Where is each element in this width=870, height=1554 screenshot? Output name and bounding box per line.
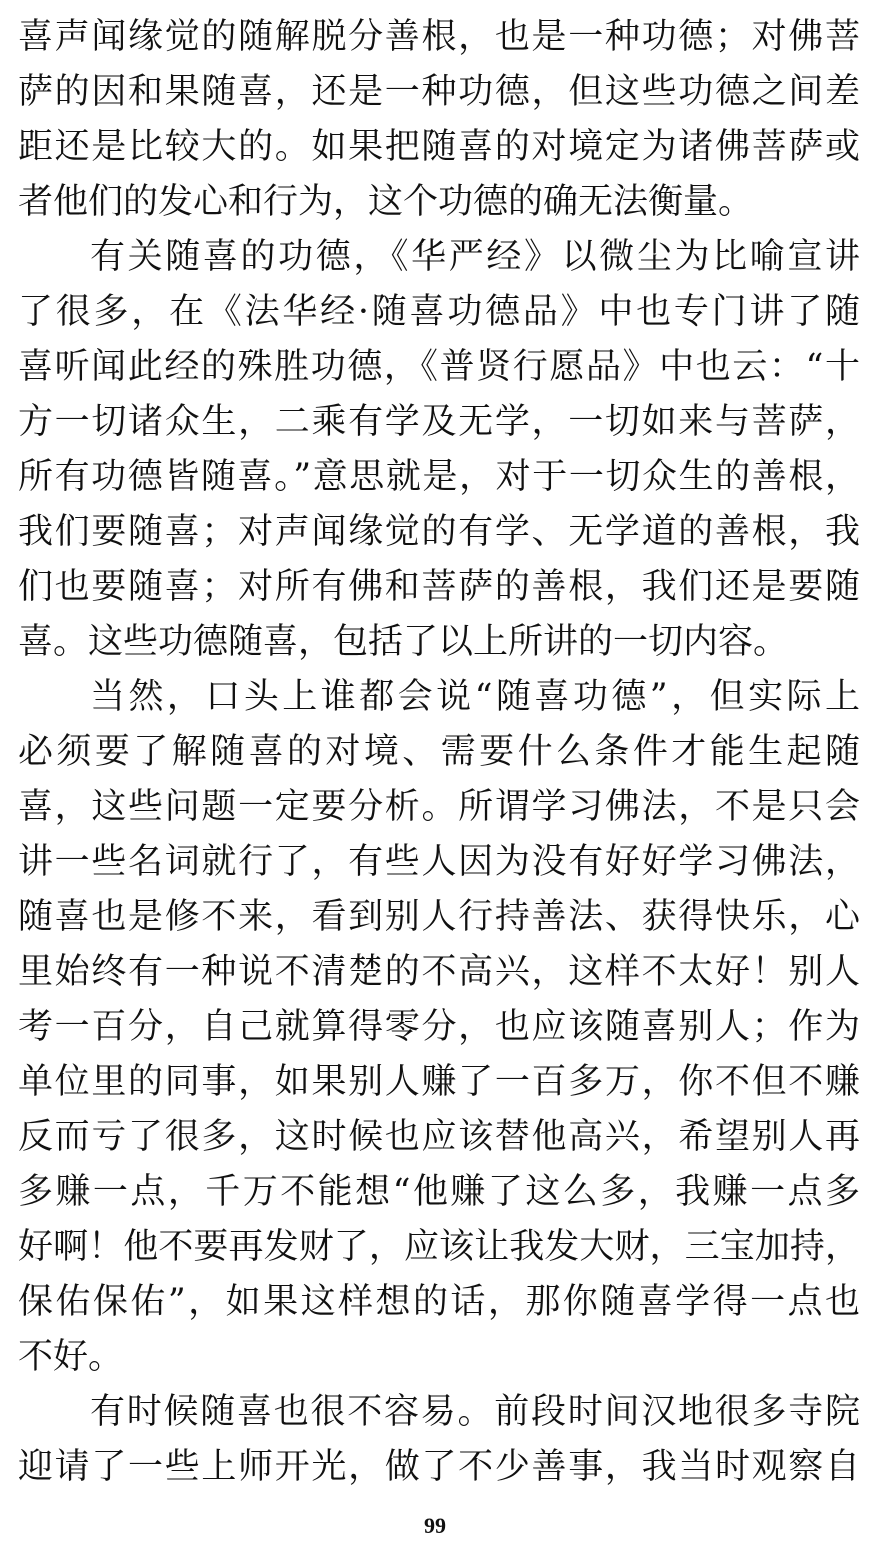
text-line: 保佑保佑”，如果这样想的话，那你随喜学得一点也 <box>18 1282 860 1322</box>
text-line: 有时候随喜也很不容易。前段时间汉地很多寺院 <box>90 1392 860 1432</box>
text-line: 迎请了一些上师开光，做了不少善事，我当时观察自 <box>18 1447 860 1487</box>
text-line: 当然，口头上谁都会说“随喜功德”，但实际上 <box>90 677 860 717</box>
text-line: 萨的因和果随喜，还是一种功德，但这些功德之间差 <box>18 72 860 112</box>
text-line: 不好。 <box>18 1337 124 1377</box>
text-line: 了很多，在《法华经·随喜功德品》中也专门讲了随 <box>18 292 860 332</box>
text-line: 喜听闻此经的殊胜功德，《普贤行愿品》中也云：“十 <box>18 347 860 387</box>
text-line: 喜。这些功德随喜，包括了以上所讲的一切内容。 <box>18 622 789 662</box>
text-line: 喜声闻缘觉的随解脱分善根，也是一种功德；对佛菩 <box>18 17 860 57</box>
text-line: 必须要了解随喜的对境、需要什么条件才能生起随 <box>18 732 860 772</box>
text-line: 喜，这些问题一定要分析。所谓学习佛法，不是只会 <box>18 787 860 827</box>
text-line: 所有功德皆随喜。”意思就是，对于一切众生的善根， <box>18 457 860 497</box>
text-line: 距还是比较大的。如果把随喜的对境定为诸佛菩萨或 <box>18 127 860 167</box>
text-line: 讲一些名词就行了，有些人因为没有好好学习佛法， <box>18 842 860 882</box>
text-line: 单位里的同事，如果别人赚了一百多万，你不但不赚 <box>18 1062 860 1102</box>
text-line: 随喜也是修不来，看到别人行持善法、获得快乐，心 <box>18 897 860 937</box>
text-line: 反而亏了很多，这时候也应该替他高兴，希望别人再 <box>18 1117 860 1157</box>
page-number: 99 <box>424 1513 446 1538</box>
text-line: 者他们的发心和行为，这个功德的确无法衡量。 <box>18 182 754 222</box>
text-line: 多赚一点，千万不能想“他赚了这么多，我赚一点多 <box>18 1172 860 1212</box>
text-line: 我们要随喜；对声闻缘觉的有学、无学道的善根，我 <box>18 512 860 552</box>
text-line: 有关随喜的功德，《华严经》以微尘为比喻宣讲 <box>90 237 860 277</box>
text-line: 们也要随喜；对所有佛和菩萨的善根，我们还是要随 <box>18 567 860 607</box>
book-page-text <box>18 10 860 1495</box>
text-line: 方一切诸众生，二乘有学及无学，一切如来与菩萨， <box>18 402 860 442</box>
text-line: 考一百分，自己就算得零分，也应该随喜别人；作为 <box>18 1007 860 1047</box>
text-line: 里始终有一种说不清楚的不高兴，这样不太好！别人 <box>18 952 860 992</box>
text-line: 好啊！他不要再发财了，应该让我发大财，三宝加持， <box>18 1227 860 1267</box>
